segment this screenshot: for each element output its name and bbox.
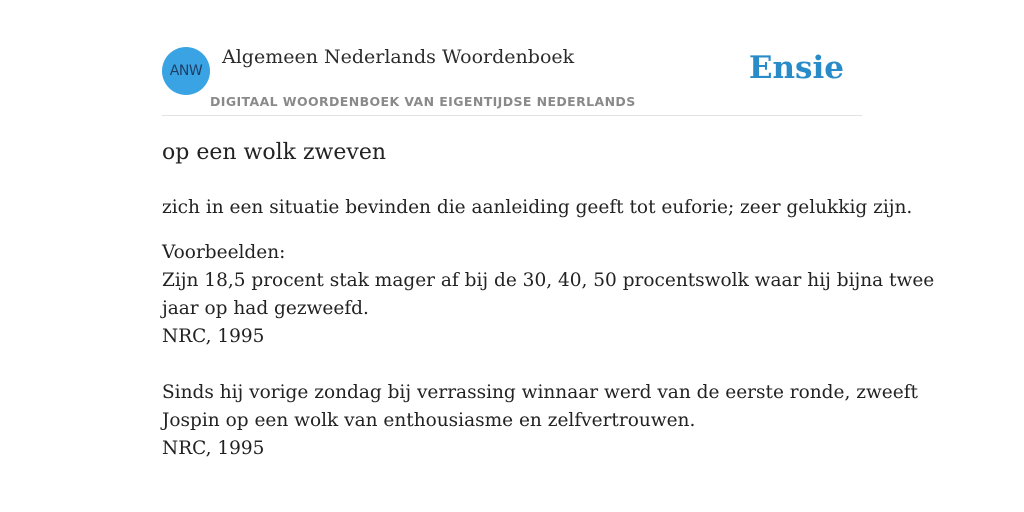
site-header <box>162 0 862 116</box>
example-text-line: Zijn 18,5 procent stak mager af bij de 30, 40, 50 procentswolk waar hij bijna twee <box>162 270 935 291</box>
headword: op een wolk zweven <box>162 140 387 165</box>
anw-logo[interactable]: ANW <box>162 47 210 95</box>
example-text-line: Sinds hij vorige zondag bij verrassing winnaar werd van de eerste ronde, zweeft <box>162 382 918 403</box>
example-text-line: jaar op had gezweefd. <box>162 298 369 319</box>
ensie-brand-logo[interactable]: Ensie <box>748 50 844 86</box>
example-item <box>162 267 935 351</box>
example-source: NRC, 1995 <box>162 326 265 347</box>
example-source: NRC, 1995 <box>162 438 265 459</box>
examples-label: Voorbeelden: <box>162 242 286 263</box>
site-title[interactable]: Algemeen Nederlands Woordenboek <box>222 46 575 68</box>
example-item <box>162 379 918 463</box>
site-subtitle: DIGITAAL WOORDENBOEK VAN EIGENTIJDSE NEDERLANDS <box>210 94 636 109</box>
definition: zich in een situatie bevinden die aanleiding geeft tot euforie; zeer gelukkig zijn. <box>162 197 913 218</box>
dictionary-card <box>162 0 935 512</box>
example-text-line: Jospin op een wolk van enthousiasme en zelfvertrouwen. <box>162 410 696 431</box>
examples-section <box>162 239 935 491</box>
